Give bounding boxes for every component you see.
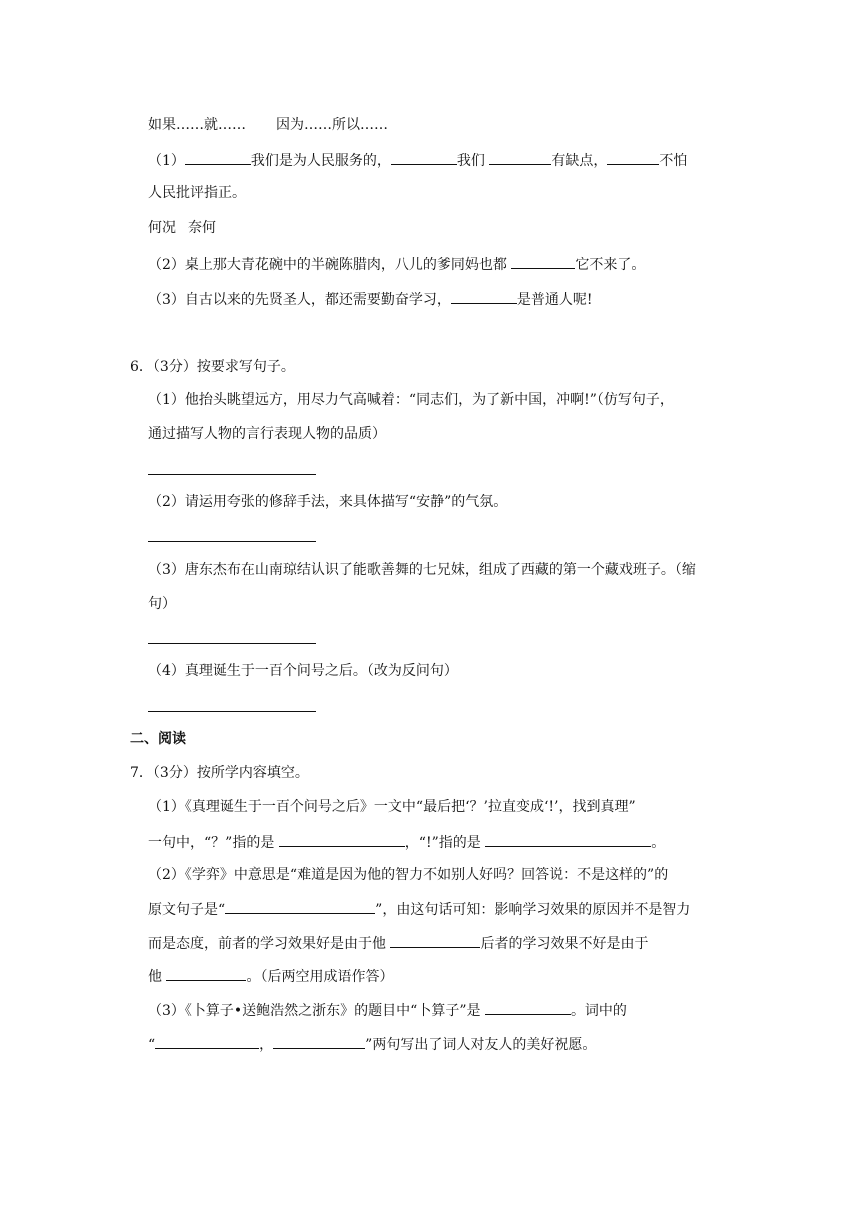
fill-blank[interactable] — [273, 1033, 365, 1049]
q6-item-2: （2）请运用夸张的修辞手法，来具体描写“安静”的气氛。 — [148, 494, 508, 510]
q7-item-1: （1）《真理诞生于一百个问号之后》一文中“最后把‘？’拉直变成‘!’，找到真理” — [148, 799, 636, 815]
q6-item-1: （1）他抬头眺望远方，用尽力气高喊着：“同志们，为了新中国，冲啊!”（仿写句子， — [148, 392, 674, 408]
fill-blank[interactable] — [391, 149, 457, 165]
fill-blank[interactable] — [166, 965, 246, 981]
fill-blank[interactable] — [390, 932, 480, 948]
q6-item-1-cont: 通过描写人物的言行表现人物的品质） — [148, 426, 386, 442]
q7-item-1-cont: 一句中，“？”指的是 ，“!”指的是 。 — [148, 831, 665, 853]
section-heading: 二、阅读 — [130, 731, 186, 747]
fill-blank[interactable] — [607, 149, 659, 165]
q7-item-2-line2: 原文句子是“ ”，由这句话可知：影响学习效果的原因并不是智力 — [148, 898, 690, 920]
q6-heading: 6．（3分）按要求写句子。 — [130, 359, 295, 375]
fill-blank[interactable] — [489, 149, 551, 165]
word-options-2 — [148, 218, 216, 238]
fill-blank[interactable] — [185, 149, 251, 165]
q7-item-2-line4: 他 。（后两空用成语作答） — [148, 965, 393, 987]
fill-blank[interactable] — [279, 831, 405, 847]
q7-item-3-line2: “ ， ”两句写出了词人对友人的美好祝愿。 — [148, 1033, 596, 1055]
answer-line[interactable] — [148, 474, 316, 475]
q7-heading: 7．（3分）按所学内容填空。 — [130, 765, 309, 781]
q5-sentence-1: （1） 我们是为人民服务的， 我们 有缺点， 不怕 — [148, 149, 687, 171]
fill-blank[interactable] — [225, 898, 375, 914]
q7-item-2-line3: 而是态度，前者的学习效果好是由于他 后者的学习效果不好是由于 — [148, 932, 648, 954]
q5-sentence-1-cont: 人民批评指正。 — [148, 185, 246, 201]
fill-blank[interactable] — [155, 1033, 259, 1049]
answer-line[interactable] — [148, 711, 316, 712]
q7-item-3: （3）《卜算子•送鲍浩然之浙东》的题目中“卜算子”是 。词中的 — [148, 999, 627, 1021]
q6-item-3: （3）唐东杰布在山南琼结认识了能歌善舞的七兄妹，组成了西藏的第一个藏戏班子。（缩 — [148, 562, 696, 578]
q6-item-4: （4）真理诞生于一百个问号之后。（改为反问句） — [148, 663, 458, 679]
q5-sentence-2: （2）桌上那大青花碗中的半碗陈腊肉，八儿的爹同妈也都 它不来了。 — [148, 253, 645, 275]
fill-blank[interactable] — [485, 999, 571, 1015]
q7-item-2: （2）《学弈》中意思是“难道是因为他的智力不如别人好吗？回答说：不是这样的”的 — [148, 867, 669, 883]
word-option: 何况 — [148, 220, 176, 236]
word-option: 奈何 — [188, 220, 216, 236]
fill-blank[interactable] — [485, 831, 651, 847]
fill-blank[interactable] — [511, 253, 575, 269]
answer-line[interactable] — [148, 643, 316, 644]
fill-blank[interactable] — [451, 288, 517, 304]
answer-line[interactable] — [148, 541, 316, 542]
q6-item-3-cont: 句） — [148, 596, 176, 612]
word-option: 因为……所以…… — [276, 117, 388, 133]
q5-sentence-3: （3）自古以来的先贤圣人，都还需要勤奋学习， 是普通人呢! — [148, 288, 593, 310]
word-options-1 — [148, 115, 388, 135]
word-option: 如果……就…… — [148, 117, 246, 133]
